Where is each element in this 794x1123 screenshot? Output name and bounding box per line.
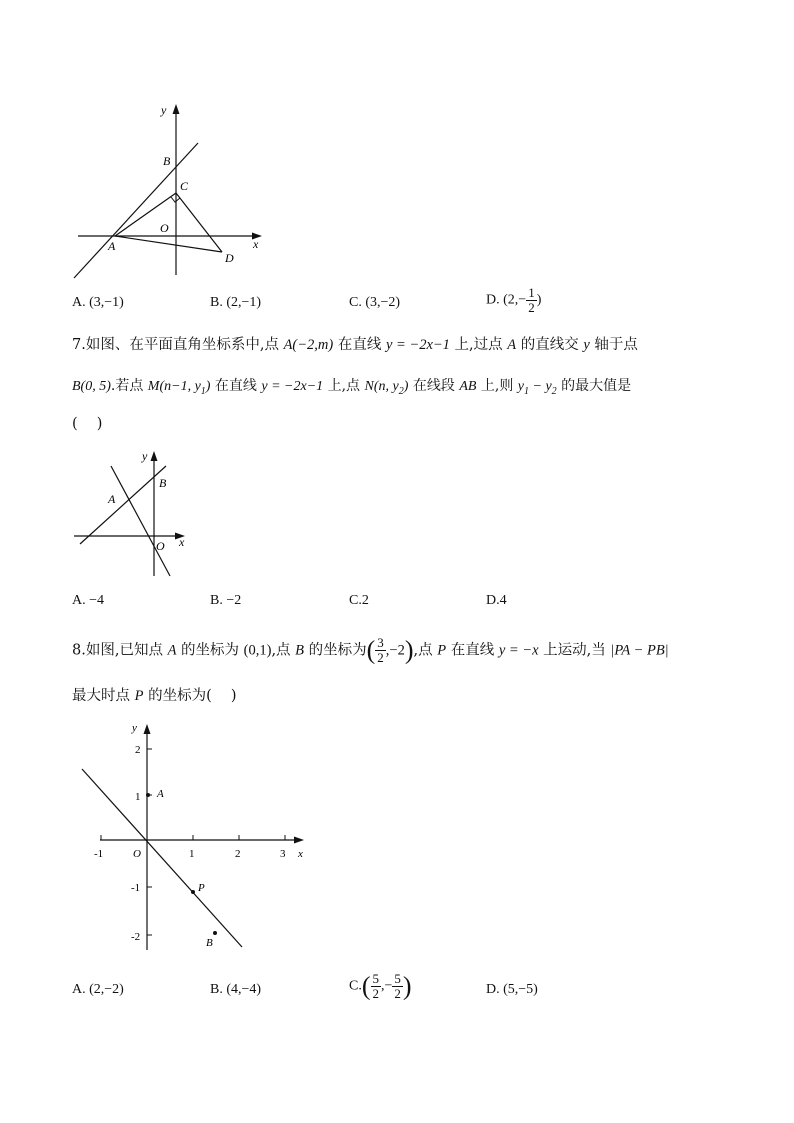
fig1-label-y: y [161, 103, 167, 117]
fig3-tick-x3: 3 [280, 848, 286, 860]
q7-text: .若点 [110, 378, 148, 394]
fig3-label-x: x [298, 848, 303, 860]
q8-line-2 [72, 686, 237, 706]
q8-math: ,−2 [385, 642, 405, 659]
q7-math: A [507, 337, 517, 353]
fig1-line-ab [74, 143, 198, 278]
fig3-tick-ym1: -1 [131, 882, 141, 894]
q7-option-a[interactable]: A. −4 [72, 593, 105, 608]
q6-option-d-den: 2 [528, 300, 535, 315]
q8-text: 的坐标为 [176, 642, 244, 659]
q7-sub: 1 [200, 385, 206, 397]
q7-line-3: ( ) [72, 416, 103, 432]
q8-option-d-label: D. [486, 982, 500, 997]
fig3-tick-x2: 2 [235, 848, 241, 860]
q8-math: (0,1) [243, 642, 272, 659]
q7-math: y [583, 337, 590, 353]
q8-option-a-value: (2,−2) [89, 982, 124, 997]
q6-option-c-label: C. [349, 295, 362, 310]
fig1-label-d: D [225, 251, 234, 265]
q7-math: M(n−1, y [147, 379, 201, 394]
fig3-label-y: y [132, 722, 137, 734]
q8-c-fraction-2 [392, 972, 403, 1001]
q8-text: 最大时点 [72, 688, 135, 704]
q6-option-a[interactable] [72, 293, 124, 313]
q7-option-c[interactable]: C.2 [349, 593, 369, 608]
q7-text: 上,过点 [449, 337, 508, 353]
fig1-label-b: B [163, 154, 171, 168]
figure-q8 [78, 716, 314, 956]
fig3-tick-y2: 2 [135, 744, 141, 756]
q8-option-d[interactable] [486, 980, 538, 1000]
q7-text: 的直线交 [516, 337, 584, 353]
q7-math: y = −2x−1 [385, 337, 450, 353]
q8-c-fraction-1 [371, 972, 382, 1001]
fig3-label-p: P [198, 882, 205, 894]
q6-option-d-pre: (2,− [503, 292, 527, 308]
q8-option-b-value: (4,−4) [226, 982, 262, 997]
q7-math: − y [529, 379, 552, 394]
q8-math: P [134, 688, 144, 704]
q6-option-d-num: 1 [528, 285, 535, 300]
q7-math: AB [459, 379, 477, 394]
q8-option-c-label: C. [349, 978, 362, 994]
q6-option-a-label: A. [72, 295, 86, 310]
fig3-tick-xm1: -1 [94, 848, 104, 860]
q7-sub: 2 [398, 385, 404, 397]
q7-sub: 1 [524, 385, 529, 397]
q8-math: A [167, 642, 177, 659]
q8-paren-close: ) [404, 635, 414, 665]
q7-line-1 [72, 335, 638, 355]
q6-option-c[interactable] [349, 293, 400, 313]
q8-text: 在直线 [446, 642, 499, 659]
q8-option-d-value: (5,−5) [503, 982, 538, 997]
q8-c-num1: 5 [372, 971, 380, 986]
q7-text: 的最大值是 [556, 378, 632, 394]
q6-option-c-value: (3,−2) [365, 295, 401, 310]
q6-option-b-label: B. [210, 295, 223, 310]
fig3-label-a: A [157, 788, 164, 800]
fig3-ticks [101, 749, 285, 935]
q6-option-d-post: ) [536, 292, 542, 308]
q8-c-den1: 2 [372, 986, 380, 1001]
q7-math: ) [205, 379, 211, 394]
fig2-label-a: A [108, 492, 116, 506]
q7-line-2 [72, 376, 631, 402]
fig2-y-arrow [151, 451, 158, 461]
q7-text: 上,点 [323, 378, 365, 394]
fig3-tick-ym2: -2 [131, 931, 141, 943]
q8-text: 的坐标为 [304, 642, 367, 659]
q8-math: |PA − PB| [610, 642, 669, 659]
q8-option-c[interactable] [349, 972, 412, 1001]
q7-math-diff [517, 379, 557, 397]
q8-option-b[interactable] [210, 980, 261, 1000]
fig2-label-b: B [159, 476, 167, 490]
q6-option-b-value: (2,−1) [226, 295, 262, 310]
q8-line-1 [72, 636, 669, 665]
q8-math: P [437, 642, 447, 659]
fig2-line-ab [80, 466, 166, 544]
q8-text: ,点 [413, 642, 438, 659]
q8-c-paren-close: ) [402, 971, 412, 1001]
fig1-label-a: A [108, 239, 116, 253]
q8-text: 的坐标为( ) [143, 688, 237, 704]
fig3-point-b [213, 931, 217, 935]
q7-text: 在直线 [333, 337, 386, 353]
fig3-point-p [191, 890, 195, 894]
fig1-segment-ad [115, 236, 222, 252]
fig2-label-y: y [142, 449, 148, 463]
q7-text: 上,则 [476, 378, 518, 394]
q7-math: A(−2,m) [283, 337, 334, 353]
q6-option-d-fraction [526, 286, 537, 315]
q7-option-b[interactable]: B. −2 [210, 593, 242, 608]
q8-text: ,点 [271, 642, 296, 659]
q8-c-paren-open: ( [361, 971, 371, 1001]
q8-option-b-label: B. [210, 982, 223, 997]
fig2-label-o: O [156, 539, 165, 553]
q8-math: y = −x [498, 642, 539, 659]
q8-c-den2: 2 [394, 986, 401, 1001]
q7-math-m [147, 379, 211, 397]
q8-math: B [295, 642, 305, 659]
q7-math: N(n, y [364, 379, 399, 394]
q7-math: ) [403, 379, 409, 394]
fig3-tick-x1: 1 [189, 848, 195, 860]
fig1-y-arrow [173, 104, 180, 114]
fig3-point-a [146, 793, 150, 797]
fig3-label-b: B [206, 937, 213, 949]
q7-math-n [364, 379, 409, 397]
q8-c-mid: ,− [381, 978, 393, 994]
q8-b-num: 3 [377, 635, 384, 650]
q8-option-a-label: A. [72, 982, 86, 997]
q7-text: 7.如图、在平面直角坐标系中,点 [72, 337, 284, 353]
q6-option-a-value: (3,−1) [89, 295, 124, 310]
q7-math: B(0, 5) [72, 379, 111, 394]
fig1-segment-cd [176, 193, 222, 252]
fig3-x-arrow [294, 837, 304, 844]
q6-option-d[interactable] [486, 286, 541, 315]
q7-sub: 2 [551, 385, 557, 397]
q8-b-fraction [375, 636, 386, 665]
fig1-label-c: C [180, 179, 189, 193]
q8-text: 上运动,当 [538, 642, 611, 659]
q7-math: y [517, 379, 524, 394]
figure-q7 [68, 446, 193, 580]
q7-text: 在直线 [210, 378, 262, 394]
figure-q6 [60, 95, 275, 285]
fig1-label-o: O [160, 221, 169, 235]
fig1-label-x: x [253, 237, 259, 251]
fig2-label-x: x [179, 535, 185, 549]
q8-c-num2: 5 [394, 971, 401, 986]
q7-text: 在线段 [408, 378, 460, 394]
q8-paren-open: ( [366, 635, 376, 665]
fig3-label-o: O [133, 848, 141, 860]
q7-option-d[interactable]: D.4 [486, 593, 507, 608]
q8-b-den: 2 [377, 650, 384, 665]
q6-option-b[interactable] [210, 293, 261, 313]
q6-option-d-label: D. [486, 292, 500, 308]
q7-text: 轴于点 [589, 337, 638, 353]
fig3-y-arrow [144, 724, 151, 734]
q7-math: y = −2x−1 [261, 379, 324, 394]
q8-text: 8.如图,已知点 [72, 642, 168, 659]
fig3-tick-y1: 1 [135, 791, 141, 803]
q8-option-a[interactable] [72, 980, 124, 1000]
